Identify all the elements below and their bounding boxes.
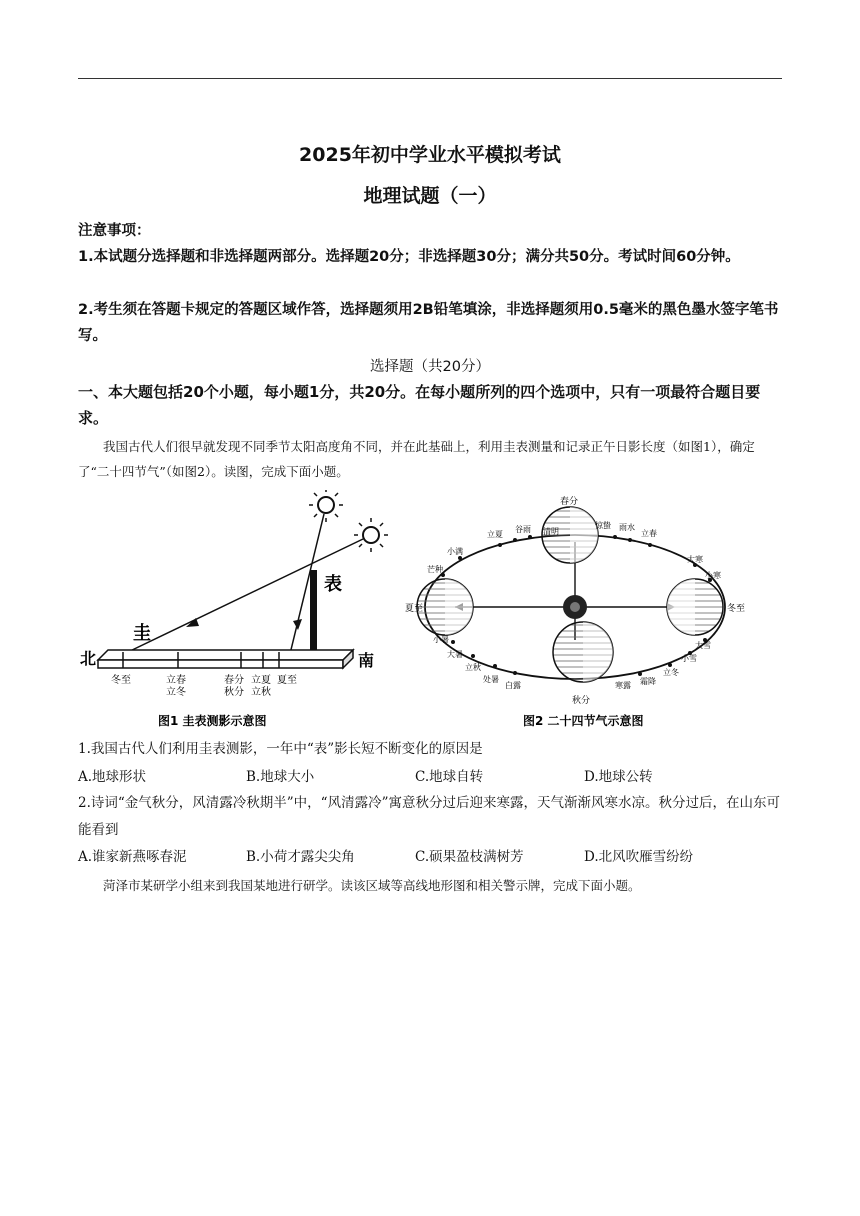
question-2-option-d[interactable]: D.北风吹雁雪纷纷 bbox=[584, 849, 694, 865]
part-instructions: 一、本大题包括20个小题，每小题1分，共20分。在每小题所列的四个选项中，只有一项最符合题目要求。 bbox=[78, 383, 761, 427]
term-label: 大寒 bbox=[687, 555, 703, 564]
label-south: 南 bbox=[358, 651, 375, 670]
term-chunfen-label: 春分 bbox=[560, 497, 579, 507]
label-biao: 表 bbox=[324, 574, 342, 595]
term-label: 小满 bbox=[447, 547, 463, 556]
question-2-option-b[interactable]: B.小荷才露尖尖角 bbox=[246, 849, 355, 865]
notice-item-1: 1.本试题分选择题和非选择题两部分。选择题20分；非选择题30分；满分共50分。考试时间60分钟。 bbox=[78, 249, 740, 265]
figure-2-caption: 图2 二十四节气示意图 bbox=[523, 714, 644, 728]
term-label: 白露 bbox=[505, 681, 521, 690]
sun-high-icon bbox=[309, 490, 343, 522]
question-1-option-c[interactable]: C.地球自转 bbox=[415, 769, 484, 785]
question-1-option-d[interactable]: D.地球公转 bbox=[584, 769, 653, 785]
label-gui: 圭 bbox=[133, 623, 151, 644]
label-north: 北 bbox=[80, 649, 97, 668]
exam-subtitle: 地理试题（一） bbox=[363, 185, 497, 207]
term-label: 立秋 bbox=[465, 663, 481, 672]
notice-item-2: 2.考生须在答题卡规定的答题区域作答，选择题须用2B铅笔填涂，非选择题须用0.5毫米的黑色墨水签字笔书写。 bbox=[78, 302, 779, 344]
term-dongzhi-label: 冬至 bbox=[727, 604, 746, 614]
passage-2: 菏泽市某研学小组来到我国某地进行研学。读该区域等高线地形图和相关警示牌，完成下面小题。 bbox=[103, 878, 641, 893]
term-label: 芒种 bbox=[427, 565, 443, 574]
term-label: 立冬 bbox=[663, 668, 679, 677]
earth-left-icon bbox=[417, 579, 473, 635]
term-label: 霜降 bbox=[640, 677, 656, 686]
term-qiufen-label: 秋分 bbox=[572, 696, 591, 706]
section-title: 选择题（共20分） bbox=[370, 359, 490, 375]
gnomon-bar bbox=[310, 570, 317, 660]
question-2-option-c[interactable]: C.硕果盈枝满树芳 bbox=[415, 849, 524, 865]
term-label: 立夏 bbox=[487, 530, 503, 539]
question-1-option-b[interactable]: B.地球大小 bbox=[246, 769, 315, 785]
question-1-stem: 1.我国古代人们利用圭表测影，一年中“表”影长短不断变化的原因是 bbox=[78, 741, 483, 757]
term-label: 小暑 bbox=[433, 635, 449, 644]
term-dongzhi: 冬至 bbox=[111, 675, 131, 686]
figure-1-gnomon bbox=[78, 490, 390, 735]
figure-2-solar-terms bbox=[405, 490, 760, 735]
question-2-options bbox=[78, 845, 784, 869]
term-label: 小雪 bbox=[681, 654, 697, 663]
sun-low-icon bbox=[354, 518, 388, 552]
header-rule bbox=[78, 78, 782, 79]
term-lixia: 立夏 bbox=[251, 675, 271, 686]
term-chunfen: 春分 bbox=[224, 675, 244, 686]
term-xiazhi: 夏至 bbox=[277, 675, 297, 686]
question-2-option-a[interactable]: A.谁家新燕啄春泥 bbox=[78, 849, 187, 865]
question-1-options bbox=[78, 765, 784, 789]
term-label: 立春 bbox=[641, 529, 657, 538]
notice-heading: 注意事项： bbox=[78, 223, 151, 239]
term-label: 大雪 bbox=[695, 641, 711, 650]
term-label: 寒露 bbox=[615, 681, 631, 690]
term-label: 清明 bbox=[543, 527, 559, 536]
term-xiazhi-label: 夏至 bbox=[405, 604, 424, 614]
term-lichun: 立春 bbox=[166, 675, 186, 686]
term-liqiu: 立秋 bbox=[251, 687, 271, 698]
term-label: 处暑 bbox=[483, 675, 499, 684]
question-1-option-a[interactable]: A.地球形状 bbox=[78, 769, 147, 785]
exam-title: 2025年初中学业水平模拟考试 bbox=[299, 144, 561, 166]
earth-bottom-icon bbox=[553, 622, 613, 682]
term-label: 谷雨 bbox=[515, 525, 531, 534]
question-2-stem: 2.诗词“金气秋分，风清露冷秋期半”中，“风清露冷”寓意秋分过后迎来寒露，天气渐渐风寒水凉。秋分过后，在山东可能看到 bbox=[78, 795, 780, 838]
term-qiufen: 秋分 bbox=[224, 687, 244, 698]
term-label: 大暑 bbox=[447, 650, 463, 659]
term-lidong: 立冬 bbox=[166, 687, 186, 698]
passage-1: 我国古代人们很早就发现不同季节太阳高度角不同，并在此基础上，利用圭表测量和记录正午日影长度（如图1），确定了“二十四节气”（如图2）。读图，完成下面小题。 bbox=[78, 439, 755, 479]
term-label: 惊蛰 bbox=[595, 521, 611, 530]
term-label: 小寒 bbox=[705, 571, 721, 580]
figure-1-caption: 图1 圭表测影示意图 bbox=[158, 714, 267, 728]
term-label: 雨水 bbox=[619, 523, 635, 532]
earth-right-icon bbox=[667, 579, 723, 635]
